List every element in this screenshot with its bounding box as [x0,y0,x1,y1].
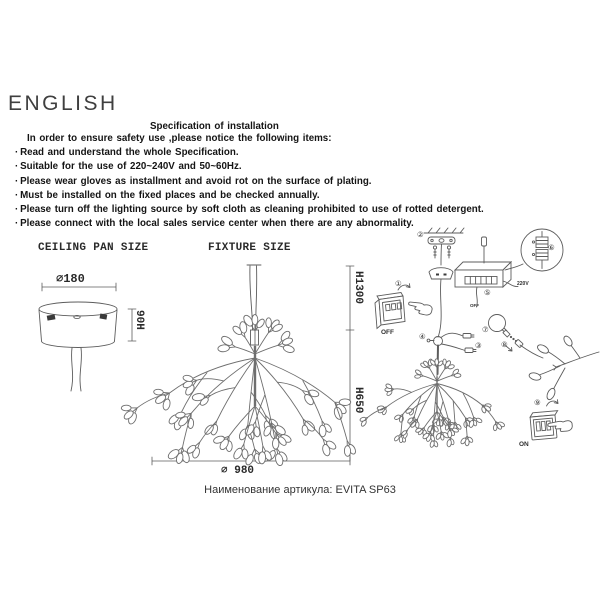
fixture-size-title: FIXTURE SIZE [208,242,291,254]
bulb-socket-diagram [489,315,544,359]
mini-chandelier-drawing [359,359,505,448]
fixture-total-height-label: H1300 [352,271,364,305]
ceiling-pan-height-label: 90H [133,310,145,330]
safety-item [15,174,484,188]
step-2-marker: ② [417,230,424,239]
safety-item-text: Read and understand the whole Specification. [20,146,239,158]
wire-connectors-diagram [441,333,476,352]
spec-title: Specification of installation [150,120,279,132]
safety-item [15,216,484,230]
bullet: · [15,160,19,173]
fixture-body-height-label: H650 [352,387,364,414]
bullet: · [15,203,19,216]
mounting-bracket-diagram [424,228,464,258]
bullet: · [15,188,19,201]
article-name: Наименование артикула: EVITA SP63 [204,484,396,496]
step-9-marker: ⑨ [534,398,541,407]
step-5-marker: ⑤ [484,288,491,297]
safety-item [15,145,484,159]
safety-items-list [15,145,484,231]
ceiling-pan-size-title: CEILING PAN SIZE [38,242,149,254]
fixture-diameter-label: ∅ 980 [221,465,255,477]
switch-on-label: ON [519,441,529,448]
safety-item-text: Suitable for the use of 220~240V and 50~60Hz. [20,160,242,173]
language-header: ENGLISH [8,92,118,115]
power-off-note: OFF [470,303,479,308]
bullet: · [15,217,19,230]
canopy-diagram [427,244,453,346]
safety-item-text: Please wear gloves as installment and avoid rot on the surface of plating. [20,174,372,187]
safety-item [15,188,484,202]
safety-item-text: Please connect with the local sales service center when there are any abnormality. [20,217,414,230]
safety-item-text: Must be installed on the fixed places and be checked annually. [20,188,320,201]
step-7-marker: ⑦ [482,325,489,334]
spec-intro: In order to ensure safety use ,please notice the following items: [27,132,332,144]
bullet: · [15,146,19,158]
wall-switch-off-diagram [375,284,433,329]
step-3-marker: ③ [475,341,482,350]
safety-item [15,159,484,173]
step-4-marker: ④ [419,332,426,341]
chandelier-drawing [121,314,357,467]
voltage-label: 220V [517,281,529,287]
connector-detail-circle [521,229,563,271]
bullet: · [15,174,19,187]
step-8-marker: ⑧ [501,340,508,349]
step-6-marker: ⑥ [548,243,555,252]
safety-item [15,202,484,216]
branch-sprig-diagram [528,335,599,401]
ceiling-pan-diameter-label: ∅180 [56,272,85,286]
step-1-marker: ① [395,279,402,288]
safety-item-text: Please turn off the lighting source by soft cloth as cleaning prohibited to use of rotted detergent. [20,203,484,216]
ceiling-pan-drawing [39,283,136,391]
switch-off-label: OFF [381,329,394,336]
